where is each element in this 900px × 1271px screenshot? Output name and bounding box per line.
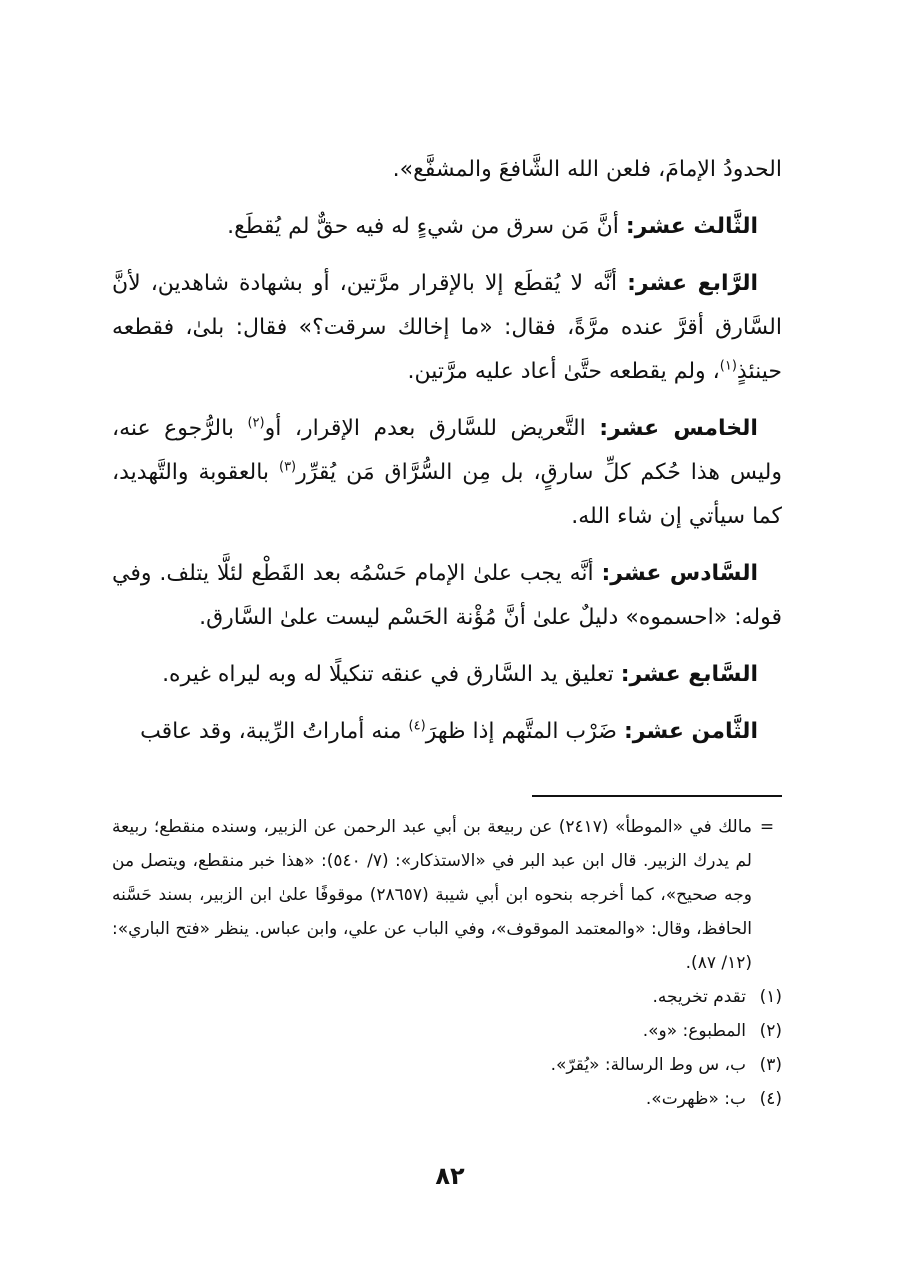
paragraph-text-after: بالعقوبة والتَّهديد، كما سيأتي إن شاء الله. (112, 460, 782, 529)
footnote-number: (٢) (759, 1021, 782, 1041)
footnote-text: تقدم تخريجه. (652, 987, 746, 1007)
footnote-ref[interactable]: (٣) (278, 459, 297, 475)
footnote-item (112, 1082, 782, 1116)
paragraph-heading: الثَّالث عشر: (625, 214, 758, 239)
paragraph-text: ضَرْب المتَّهم إذا ظهرَ (425, 719, 624, 744)
paragraph-text: أنَّه لا يُقطَع إلا بالإقرار مرَّتين، أو بشهادة شاهدين، لأنَّ السَّارق أقرَّ عنده مرَّةً، فقال: «ما إخالك سرقت؟» فقال: بلىٰ، فقطعه حينئذٍ (112, 271, 782, 384)
footnote-ref[interactable]: (٢) (247, 415, 265, 431)
footnote-item (112, 980, 782, 1014)
paragraph-text-after: منه أماراتُ الرِّيبة، وقد عاقب (140, 719, 409, 744)
footnote-continuation (112, 810, 782, 980)
footnote-text: ب، س وط الرسالة: «يُقرّ». (550, 1055, 746, 1075)
paragraph-heading: الرَّابع عشر: (627, 271, 759, 296)
footnote-text: المطبوع: «و». (642, 1021, 746, 1041)
paragraph-text: أنَّ مَن سرق من شيءٍ له فيه حقٌّ لم يُقطَع. (227, 214, 626, 239)
paragraph-14 (112, 262, 782, 394)
footnote-text: ب: «ظهرت». (645, 1089, 746, 1109)
paragraph-text-after: ، ولم يقطعه حتَّىٰ أعاد عليه مرَّتين. (407, 359, 720, 384)
paragraph-13 (112, 205, 782, 249)
footnote-number: (٣) (759, 1055, 782, 1075)
main-text (112, 148, 782, 767)
footnote-item (112, 1014, 782, 1048)
paragraph-continuation (112, 148, 782, 192)
footnote-number: (٤) (759, 1089, 782, 1109)
footnotes (112, 810, 782, 1116)
footnote-item (112, 1048, 782, 1082)
continuation-marker: = (759, 817, 775, 837)
paragraph-heading: الثَّامن عشر: (623, 719, 758, 744)
paragraph-16 (112, 552, 782, 640)
paragraph-text: التَّعريض للسَّارق بعدم الإقرار، أو (264, 416, 600, 441)
footnote-divider (532, 795, 782, 797)
footnote-ref[interactable]: (١) (719, 358, 737, 374)
paragraph-18 (112, 710, 782, 754)
paragraph-text-after: بالرُّجوع عنه، وليس هذا حُكم كلِّ سارقٍ، بل مِن السُّرَّاق مَن يُقرِّر (112, 416, 782, 485)
footnote-ref[interactable]: (٤) (408, 718, 426, 734)
paragraph-text: الحدودُ الإمامَ، فلعن الله الشَّافعَ والمشفَّع». (392, 157, 782, 182)
paragraph-heading: الخامس عشر: (599, 416, 758, 441)
paragraph-heading: السَّابع عشر: (620, 662, 758, 687)
paragraph-text: أنَّه يجب علىٰ الإمام حَسْمُه بعد القَطْع لئلَّا يتلف. وفي قوله: «احسموه» دليلٌ علىٰ أنَّ مُؤْنة الحَسْم ليست علىٰ السَّارق. (112, 561, 782, 630)
paragraph-15 (112, 407, 782, 539)
paragraph-heading: السَّادس عشر: (601, 561, 758, 586)
footnote-number: (١) (759, 987, 782, 1007)
paragraph-text: تعليق يد السَّارق في عنقه تنكيلًا له وبه ليراه غيره. (162, 662, 621, 687)
footnote-text: مالك في «الموطأ» (٢٤١٧) عن ربيعة بن أبي عبد الرحمن عن الزبير، وسنده منقطع؛ ربيعة لم يدرك الزبير. قال ابن عبد البر في «الاستذكار»: (٧/ ٥٤٠): «هذا خبر منقطع، ويتصل من وجه صحيح»، كما أخرجه بنحوه ابن أبي شيبة (٢٨٦٥٧) موقوفًا علىٰ ابن الزبير، بسند حَسَّنه الحافظ، وقال: «والمعتمد الموقوف»، وفي الباب عن علي، وابن عباس. ينظر «فتح الباري»: (١٢/ ٨٧). (112, 817, 753, 973)
paragraph-17 (112, 653, 782, 697)
page-number: ٨٢ (435, 1162, 465, 1190)
